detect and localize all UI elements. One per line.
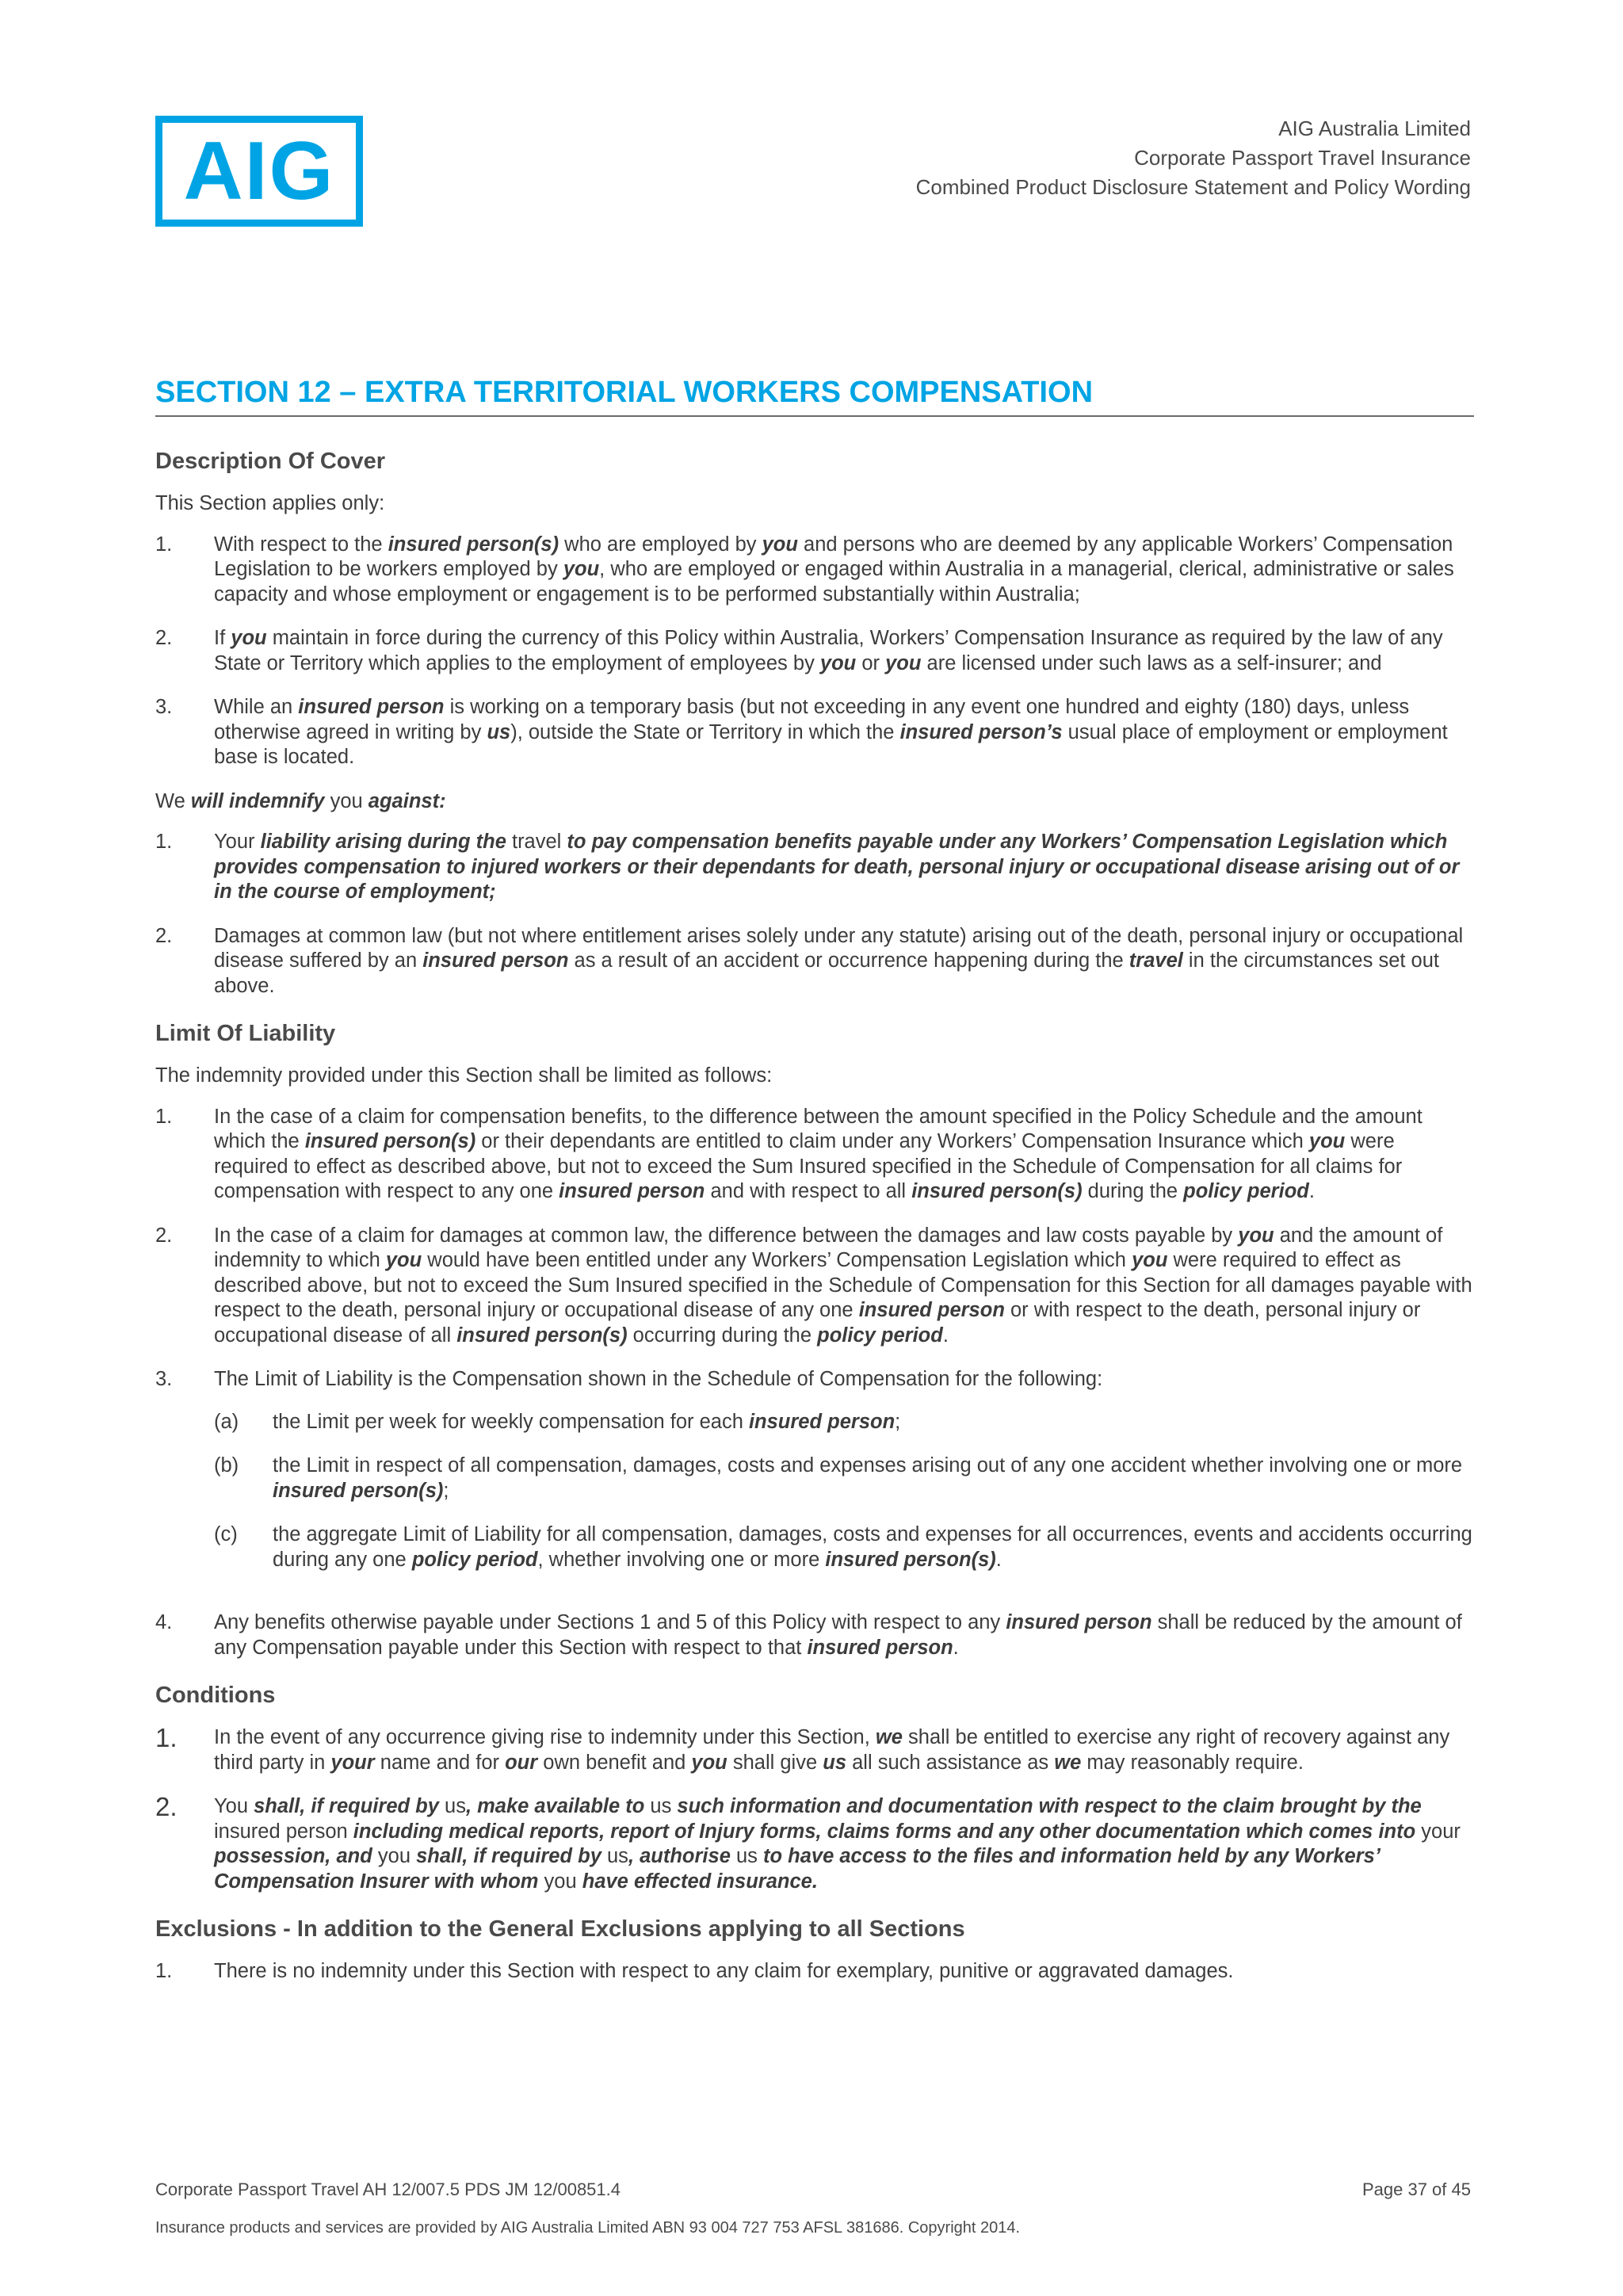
text-run: your bbox=[1421, 1820, 1461, 1843]
list-item-text bbox=[214, 1794, 1474, 1894]
text-run: during the bbox=[1082, 1180, 1184, 1202]
list-item-number: (a) bbox=[214, 1410, 239, 1433]
defined-term: us bbox=[823, 1751, 847, 1774]
limit-heading: Limit Of Liability bbox=[155, 1021, 336, 1046]
list-item-text bbox=[214, 533, 1474, 608]
limit-list bbox=[155, 1105, 1474, 1661]
list-item bbox=[155, 830, 1474, 905]
defined-term: insured person(s) bbox=[273, 1479, 444, 1502]
list-item bbox=[155, 924, 1474, 999]
text-run: . bbox=[953, 1636, 959, 1659]
list-item bbox=[214, 1522, 1474, 1572]
list-item-text bbox=[214, 1105, 1474, 1205]
defined-term: travel bbox=[1128, 949, 1183, 972]
list-item-number: 2. bbox=[155, 1224, 173, 1247]
defined-term: insured person’s bbox=[899, 720, 1063, 743]
list-item-text bbox=[214, 1224, 1474, 1349]
text-run: the Limit in respect of all compensation, damages, costs and expenses arising out of any one accident whether involving one or more bbox=[273, 1454, 1463, 1477]
text-run: . bbox=[995, 1548, 1002, 1571]
defined-term: insured person bbox=[807, 1636, 953, 1659]
defined-term: you bbox=[762, 533, 798, 556]
text-run: We bbox=[155, 789, 185, 812]
text-run: shall give bbox=[727, 1751, 823, 1774]
text-run: us bbox=[735, 1845, 758, 1867]
text-run: If bbox=[214, 627, 231, 649]
defined-term: shall, if required by bbox=[248, 1795, 445, 1817]
text-run: who are employed by bbox=[559, 533, 762, 556]
list-item bbox=[155, 1224, 1474, 1349]
exclusions-heading: Exclusions - In addition to the General Exclusions applying to all Sections bbox=[155, 1916, 965, 1942]
text-run: maintain in force during the currency of this Policy within Australia, Workers’ Compensation Insurance as required by the law of any State or Territory which applies to the employment of employees by bbox=[214, 627, 1443, 674]
defined-term: you bbox=[1238, 1224, 1274, 1247]
aig-logo: AIG bbox=[155, 116, 363, 227]
footer-page-number: Page 37 of 45 bbox=[1361, 2179, 1471, 2199]
defined-term: liability arising during the bbox=[254, 831, 512, 853]
list-item bbox=[214, 1410, 1474, 1435]
defined-term: you bbox=[385, 1249, 422, 1271]
text-run: or bbox=[856, 651, 886, 674]
defined-term: we bbox=[875, 1726, 903, 1748]
list-item-text bbox=[214, 626, 1474, 676]
list-item bbox=[155, 1367, 1474, 1591]
defined-term: you bbox=[231, 627, 267, 649]
footer-document-code: Corporate Passport Travel AH 12/007.5 PDS JM 12/00851.4 bbox=[155, 2179, 621, 2199]
defined-term: insured person bbox=[298, 696, 445, 718]
text-run: or their dependants are entitled to claim under any Workers’ Compensation Insurance which bbox=[475, 1130, 1309, 1152]
defined-term: to have access to the files and information held by any Workers’ Compensation Insurer with whom bbox=[214, 1845, 1380, 1893]
list-item bbox=[155, 1610, 1474, 1660]
defined-term: you bbox=[1308, 1130, 1346, 1152]
defined-term: insured person(s) bbox=[911, 1180, 1083, 1202]
section-content bbox=[155, 445, 1474, 2004]
text-run: shall be entitled to exercise any right of recovery against any third party in bbox=[214, 1726, 1450, 1774]
defined-term: policy period bbox=[411, 1548, 538, 1571]
text-run: own benefit and bbox=[537, 1751, 692, 1774]
defined-term: policy period bbox=[1183, 1180, 1309, 1202]
text-run: the aggregate Limit of Liability for all compensation, damages, costs and expenses for all occurrences, events and accidents occurring during any one bbox=[273, 1523, 1472, 1571]
conditions-list bbox=[155, 1725, 1474, 1894]
text-run: the Limit per week for weekly compensation for each bbox=[273, 1410, 749, 1433]
defined-term: our bbox=[505, 1751, 538, 1774]
text-run: as a result of an accident or occurrence happening during the bbox=[568, 949, 1129, 972]
defined-term: insured person(s) bbox=[304, 1130, 476, 1152]
defined-term: policy period bbox=[817, 1324, 943, 1347]
list-item-number: (b) bbox=[214, 1454, 239, 1477]
list-item-text bbox=[214, 695, 1474, 770]
text-run: Damages at common law (but not where entitlement arises solely under any statute) arising out of the death, personal injury or occupational disease suffered by an bbox=[214, 924, 1464, 972]
defined-term: insured person bbox=[559, 1180, 705, 1202]
defined-term: we bbox=[1054, 1751, 1082, 1774]
text-run: You bbox=[214, 1795, 249, 1817]
conditions-heading: Conditions bbox=[155, 1683, 276, 1708]
list-item bbox=[155, 1105, 1474, 1205]
text-run: With respect to the bbox=[214, 533, 388, 556]
list-item bbox=[214, 1454, 1474, 1503]
text-run: you bbox=[377, 1845, 411, 1867]
text-run: may reasonably require. bbox=[1081, 1751, 1304, 1774]
defined-term: insured person(s) bbox=[388, 533, 559, 556]
text-run: were required to effect as described above, but not to exceed the Sum Insured specified in the Schedule of Compensation for this Section for all damages payable with respect to the death, personal injury or occupational disease of any one bbox=[214, 1249, 1472, 1321]
text-run: ), outside the State or Territory in which the bbox=[510, 720, 900, 743]
list-item-text bbox=[214, 924, 1474, 999]
indemnify-intro bbox=[155, 789, 1474, 815]
text-run: us bbox=[445, 1795, 466, 1817]
list-item-number: 2. bbox=[155, 1792, 178, 1821]
indemnify-list bbox=[155, 830, 1474, 999]
text-run: usual place of employment or employment base is located. bbox=[214, 720, 1448, 768]
list-item-number: (c) bbox=[214, 1523, 238, 1545]
list-item bbox=[155, 533, 1474, 608]
defined-term: against: bbox=[362, 789, 446, 812]
list-item-text bbox=[273, 1454, 1474, 1503]
text-run: shall be reduced by the amount of any Compensation payable under this Section with respect to that bbox=[214, 1611, 1462, 1659]
text-run: ; bbox=[443, 1479, 449, 1502]
text-run: travel bbox=[511, 831, 562, 853]
document-header bbox=[916, 114, 1471, 202]
defined-term: to pay compensation benefits payable under any Workers’ Compensation Legislation which provides compensation to injured workers or their dependants for death, personal injury or occupational disease arising out of or in the course of employment; bbox=[214, 831, 1460, 903]
text-run: , who are employed or engaged within Australia in a managerial, clerical, administrative or sales capacity and whose employment or engagement is to be performed substantially within Australia; bbox=[214, 558, 1454, 606]
list-item bbox=[155, 1959, 1474, 1985]
list-item bbox=[155, 626, 1474, 676]
defined-term: insured person bbox=[858, 1299, 1005, 1321]
text-run: , whether involving one or more bbox=[537, 1548, 826, 1571]
defined-term: insured person(s) bbox=[825, 1548, 996, 1571]
list-item-number: 1. bbox=[155, 1105, 173, 1128]
defined-term: such information and documentation with respect to the claim brought by the bbox=[671, 1795, 1422, 1817]
text-run: insured person bbox=[214, 1820, 348, 1843]
text-run: In the case of a claim for compensation benefits, to the difference between the amount specified in the Policy Schedule and the amount which the bbox=[214, 1105, 1423, 1152]
text-run: ; bbox=[895, 1410, 901, 1433]
text-run: There is no indemnity under this Section with respect to any claim for exemplary, punitive or aggravated damages. bbox=[214, 1960, 1234, 1982]
list-item-text bbox=[214, 1610, 1474, 1660]
list-item-text bbox=[214, 1367, 1474, 1591]
list-item-text bbox=[214, 830, 1474, 905]
section-title: SECTION 12 – EXTRA TERRITORIAL WORKERS COMPENSATION bbox=[155, 374, 1474, 417]
defined-term: you bbox=[691, 1751, 727, 1774]
list-item-number: 1. bbox=[155, 1960, 173, 1982]
description-intro: This Section applies only: bbox=[155, 492, 385, 514]
defined-term: you bbox=[819, 651, 857, 674]
defined-term: insured person bbox=[1006, 1611, 1152, 1633]
text-run: you bbox=[544, 1870, 577, 1893]
defined-term: , make available to bbox=[465, 1795, 651, 1817]
list-item bbox=[155, 695, 1474, 770]
defined-term: you bbox=[1132, 1249, 1168, 1271]
list-item-number: 3. bbox=[155, 1368, 173, 1390]
text-run: are licensed under such laws as a self-insurer; and bbox=[921, 651, 1382, 674]
defined-term: , authorise bbox=[628, 1845, 736, 1867]
defined-term: insured person bbox=[748, 1410, 896, 1433]
text-run: name and for bbox=[374, 1751, 506, 1774]
header-company: AIG Australia Limited bbox=[1278, 117, 1471, 140]
defined-term: including medical reports, report of Injury forms, claims forms and any other documentation which comes into bbox=[347, 1820, 1422, 1843]
list-item-text bbox=[273, 1410, 1474, 1435]
text-run: Your bbox=[214, 831, 255, 853]
list-item-number: 1. bbox=[155, 831, 173, 853]
text-run: would have been entitled under any Workers’ Compensation Legislation which bbox=[422, 1249, 1132, 1271]
list-item-text bbox=[214, 1725, 1474, 1775]
list-item bbox=[155, 1794, 1474, 1894]
text-run: . bbox=[942, 1324, 949, 1347]
text-run: and with respect to all bbox=[705, 1180, 912, 1202]
list-item-number: 2. bbox=[155, 924, 173, 947]
text-run: you bbox=[330, 789, 363, 812]
exclusions-list bbox=[155, 1959, 1474, 1985]
text-run: . bbox=[1308, 1180, 1315, 1202]
text-run: in the circumstances set out above. bbox=[214, 949, 1439, 997]
text-run: us bbox=[650, 1795, 672, 1817]
defined-term: insured person bbox=[422, 949, 569, 972]
defined-term: you bbox=[563, 558, 600, 580]
list-item-text bbox=[273, 1522, 1474, 1572]
text-run: and persons who are deemed by any applicable Workers’ Compensation Legislation to be workers employed by bbox=[214, 533, 1453, 580]
text-run: occurring during the bbox=[627, 1324, 818, 1347]
text-run: is working on a temporary basis (but not exceeding in any event one hundred and eighty (180) days, unless otherwise agreed in writing by bbox=[214, 696, 1410, 743]
defined-term: shall, if required by bbox=[411, 1845, 607, 1867]
text-run: While an bbox=[214, 696, 299, 718]
text-run: In the event of any occurrence giving rise to indemnity under this Section, bbox=[214, 1726, 876, 1748]
text-run: all such assistance as bbox=[846, 1751, 1055, 1774]
text-run: In the case of a claim for damages at common law, the difference between the damages and law costs payable by bbox=[214, 1224, 1239, 1247]
defined-term: insured person(s) bbox=[456, 1324, 628, 1347]
header-document-type: Combined Product Disclosure Statement and Policy Wording bbox=[915, 175, 1471, 199]
defined-term: your bbox=[330, 1751, 375, 1774]
defined-term: have effected insurance. bbox=[576, 1870, 818, 1893]
defined-term: possession, and bbox=[214, 1845, 378, 1867]
text-run: were required to effect as described above, but not to exceed the Sum Insured specified in the Schedule of Compensation for all claims for compensation with respect to any one bbox=[214, 1130, 1403, 1202]
limit-intro: The indemnity provided under this Section shall be limited as follows: bbox=[155, 1064, 773, 1087]
list-item bbox=[155, 1725, 1474, 1775]
defined-term: will indemnify bbox=[185, 789, 330, 812]
description-heading: Description Of Cover bbox=[155, 449, 386, 474]
text-run: us bbox=[607, 1845, 628, 1867]
list-item-number: 3. bbox=[155, 696, 173, 718]
list-item-number: 4. bbox=[155, 1611, 173, 1633]
text-run: or with respect to the death, personal injury or occupational disease of all bbox=[214, 1299, 1421, 1347]
defined-term: you bbox=[885, 651, 922, 674]
defined-term: us bbox=[487, 720, 511, 743]
text-run: Any benefits otherwise payable under Sections 1 and 5 of this Policy with respect to any bbox=[214, 1611, 1006, 1633]
description-list bbox=[155, 533, 1474, 770]
text-run: The Limit of Liability is the Compensation shown in the Schedule of Compensation for the following: bbox=[214, 1368, 1103, 1390]
sub-list bbox=[214, 1410, 1474, 1573]
header-product: Corporate Passport Travel Insurance bbox=[1134, 146, 1471, 170]
list-item-number: 1. bbox=[155, 533, 173, 556]
list-item-number: 1. bbox=[155, 1723, 178, 1752]
footer-copyright: Insurance products and services are provided by AIG Australia Limited ABN 93 004 727 753 AFSL 381686. Copyright 2014. bbox=[155, 2219, 1021, 2237]
list-item-text bbox=[214, 1959, 1474, 1985]
list-item-number: 2. bbox=[155, 627, 173, 649]
text-run: and the amount of indemnity to which bbox=[214, 1224, 1443, 1271]
